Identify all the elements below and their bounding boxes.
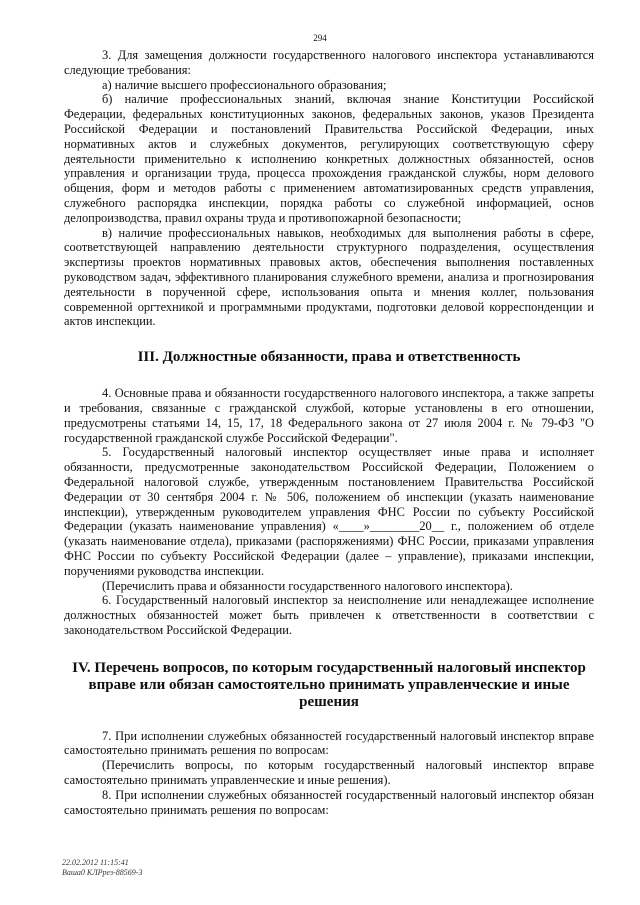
page-number: 294 bbox=[313, 33, 327, 43]
paragraph-8: 8. При исполнении служебных обязанностей государственный налоговый инспектор обязан самостоятельно принимать решения по вопросам: bbox=[64, 787, 594, 817]
paragraph-5: 5. Государственный налоговый инспектор осуществляет иные права и исполняет обязанности, предусмотренные законодательством Российской Федерации, Положением о Федеральной налоговой службе, утвержденным постановлением Правительства Российской Федерации от 30 сентября 2004 г. № 506, положением об инспекции (указать наименование инспекции), утвержденным руководителем управления ФНС России по субъекту Российской Федерации (указать наименование управления) «____»________20__ г., положением об отделе (указать наименование отдела), приказами (распоряжениями) ФНС России, приказами управления ФНС России по субъекту Российской Федерации (далее – управление), приказами инспекции, поручениями руководства инспекции. bbox=[64, 445, 594, 578]
document-body bbox=[64, 48, 594, 817]
paragraph-3a: а) наличие высшего профессионального образования; bbox=[102, 77, 387, 92]
paragraph-rights-note: (Перечислить права и обязанности государственного налогового инспектора). bbox=[102, 578, 513, 593]
paragraph-questions-note: (Перечислить вопросы, по которым государственный налоговый инспектор вправе самостоятельно принимать управленческие и иные решения). bbox=[64, 758, 594, 788]
section-3-heading: III. Должностные обязанности, права и ответственность bbox=[137, 349, 521, 366]
paragraph-7: 7. При исполнении служебных обязанностей государственный налоговый инспектор вправе самостоятельно принимать решения по вопросам: bbox=[64, 728, 594, 758]
document-footer bbox=[62, 858, 142, 878]
paragraph-3: 3. Для замещения должности государственного налогового инспектора устанавливаются следующие требования: bbox=[64, 48, 594, 77]
footer-timestamp: 22.02.2012 11:15:41 bbox=[62, 858, 129, 867]
section-4-heading: IV. Перечень вопросов, по которым государственный налоговый инспектор вправе или обязан самостоятельно принимать управленческие и иные решения bbox=[72, 659, 586, 710]
paragraph-3b: б) наличие профессиональных знаний, включая знание Конституции Российской Федерации, федеральных конституционных законов, федеральных законов, указов Президента Российской Федерации и постановлений Правительства Российской Федерации, иных нормативных актов и служебных документов, регулирующих соответствующую сферу деятельности применительно к исполнению конкретных должностных обязанностей, основ управления и организации труда, процесса прохождения гражданской службы, норм делового общения, форм и методов работы с применением автоматизированных средств управления, служебного распорядка инспекции, порядка работы со служебной информацией, основ делопроизводства, правил охраны труда и противопожарной безопасности; bbox=[64, 92, 594, 225]
paragraph-3v: в) наличие профессиональных навыков, необходимых для выполнения работы в сфере, соответствующей направлению деятельности структурного подразделения, осуществления экспертизы проектов нормативных правовых актов, обеспечения выполнения поставленных руководством задач, эффективного планирования служебного времени, анализа и прогнозирования деятельности в порученной сфере, использования опыта и мнения коллег, пользования современной оргтехникой и программными продуктами, подготовки деловой корреспонденции и актов инспекции. bbox=[64, 225, 594, 329]
paragraph-6: 6. Государственный налоговый инспектор за неисполнение или ненадлежащее исполнение должностных обязанностей может быть привлечен к ответственности в соответствии с законодательством Российской Федерации. bbox=[64, 593, 594, 637]
paragraph-4: 4. Основные права и обязанности государственного налогового инспектора, а также запреты и требования, связанные с гражданской службой, которые установлены в его отношении, предусмотрены статьями 14, 15, 17, 18 Федерального закона от 27 июля 2004 г. № 79-ФЗ "О государственной гражданской службе Российской Федерации". bbox=[64, 386, 594, 445]
footer-file-id: Ваша0 КЛРрез-88569-3 bbox=[62, 868, 143, 877]
